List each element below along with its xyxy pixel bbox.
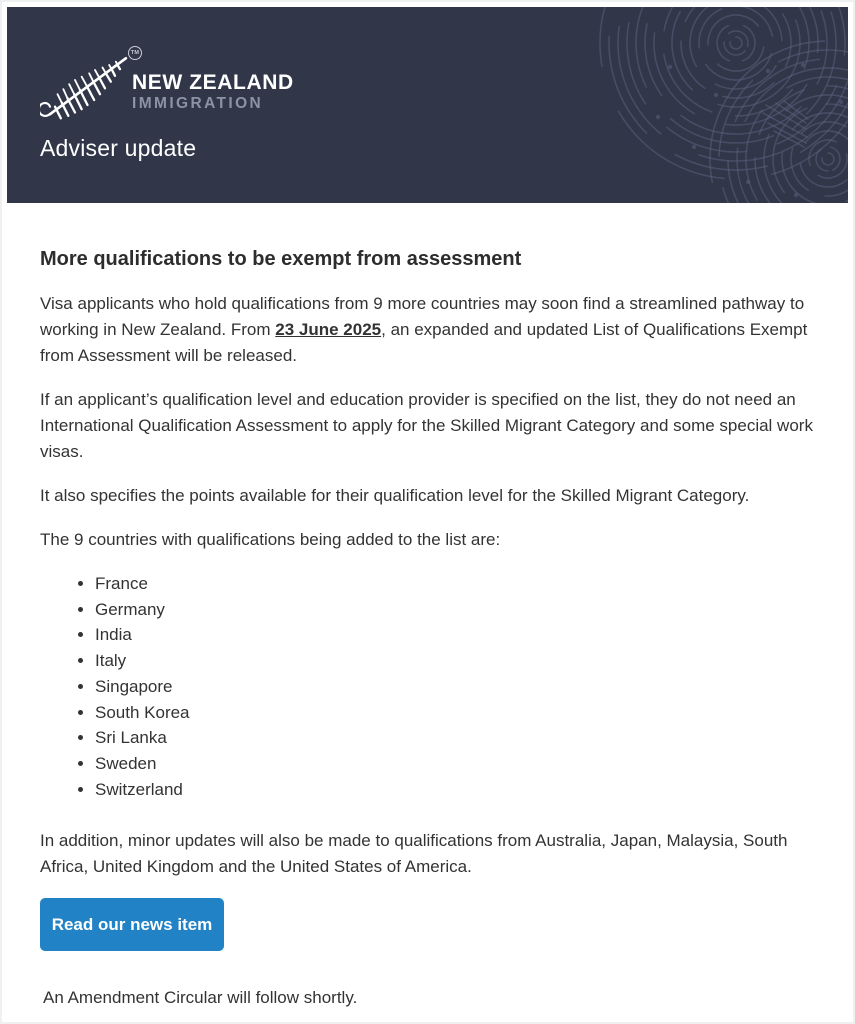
paragraph-list-lead: The 9 countries with qualifications being added to the list are: [40, 530, 501, 549]
brand-name: NEW ZEALAND [132, 71, 294, 94]
effective-date: 23 June 2025 [275, 320, 382, 339]
country-list-item: • Germany [95, 597, 813, 623]
paragraph-intro-after: , an expanded and updated List of Qualifications Exempt from Assessment will be released. [40, 320, 808, 365]
brand-department: IMMIGRATION [132, 95, 264, 112]
country-list-item: • Sweden [95, 751, 813, 777]
koru-spiral-decoration [598, 7, 848, 203]
country-list-item: • South Korea [95, 700, 813, 726]
country-list-item: • France [95, 571, 813, 597]
paragraph-minor-updates: In addition, minor updates will also be made to qualifications from Australia, Japan, Malaysia, South Africa, United Kingdom and the United States of America. [40, 831, 788, 877]
closing-note: An Amendment Circular will follow shortly. [43, 988, 358, 1008]
article-title: More qualifications to be exempt from assessment [40, 248, 522, 270]
country-list-item: • Sri Lanka [95, 725, 813, 751]
paragraph-intro-before: Visa applicants who hold qualifications from 9 more countries may soon find a streamlined pathway to working in New Zealand. From [40, 294, 805, 339]
email-body [0, 203, 855, 1024]
paragraph-points: It also specifies the points available for their qualification level for the Skilled Migrant Category. [40, 486, 750, 505]
read-news-button[interactable]: Read our news item [40, 898, 224, 951]
paragraph-intro [40, 291, 813, 369]
brand-wordmark [132, 72, 294, 112]
country-list-item: • Singapore [95, 674, 813, 700]
country-list [40, 571, 813, 802]
country-list-item: • India [95, 622, 813, 648]
email-header [7, 7, 848, 203]
nz-fern-logo-icon [40, 43, 140, 127]
header-subtitle: Adviser update [40, 135, 197, 161]
paragraph-assessment: If an applicant’s qualification level and education provider is specified on the list, they do not need an International Qualification Assessment to apply for the Skilled Migrant Category and some special work visas. [40, 390, 813, 461]
country-list-item: • Switzerland [95, 777, 813, 803]
trademark-symbol: TM [128, 46, 142, 60]
country-list-item: • Italy [95, 648, 813, 674]
